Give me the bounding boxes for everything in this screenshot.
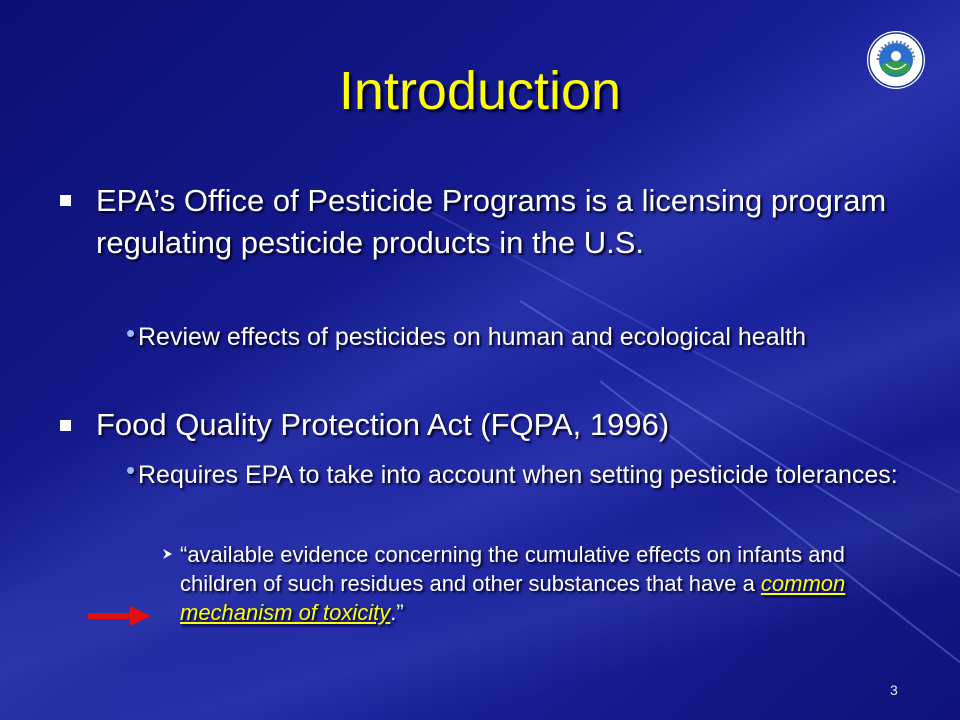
dot-bullet-icon: • [126,318,136,348]
sub-bullet-text: Review effects of pesticides on human and ecological health [138,323,807,351]
highlight-common-mechanism: common mechanism of toxicity [180,571,846,625]
square-bullet-icon [60,420,72,432]
quote-suffix: .” [390,600,404,625]
bullet-text: Food Quality Protection Act (FQPA, 1996) [96,407,670,442]
red-arrow-icon [88,605,152,627]
epa-seal-icon [866,30,926,90]
square-bullet-icon [60,195,72,207]
sub-bullet-text: Requires EPA to take into account when setting pesticide tolerances: [138,461,898,489]
slide-title: Introduction [338,61,622,121]
page-number: 3 [890,682,898,698]
dot-bullet-icon: • [126,455,136,485]
quote-prefix: “available evidence concerning the cumulative effects on infants and children of such residues and other substances that have a [180,542,845,596]
arrowhead-bullet-icon [162,548,174,560]
quote-text [180,540,880,627]
bullet-text: EPA’s Office of Pesticide Programs is a licensing program regulating pesticide products in the U.S. [96,183,887,260]
